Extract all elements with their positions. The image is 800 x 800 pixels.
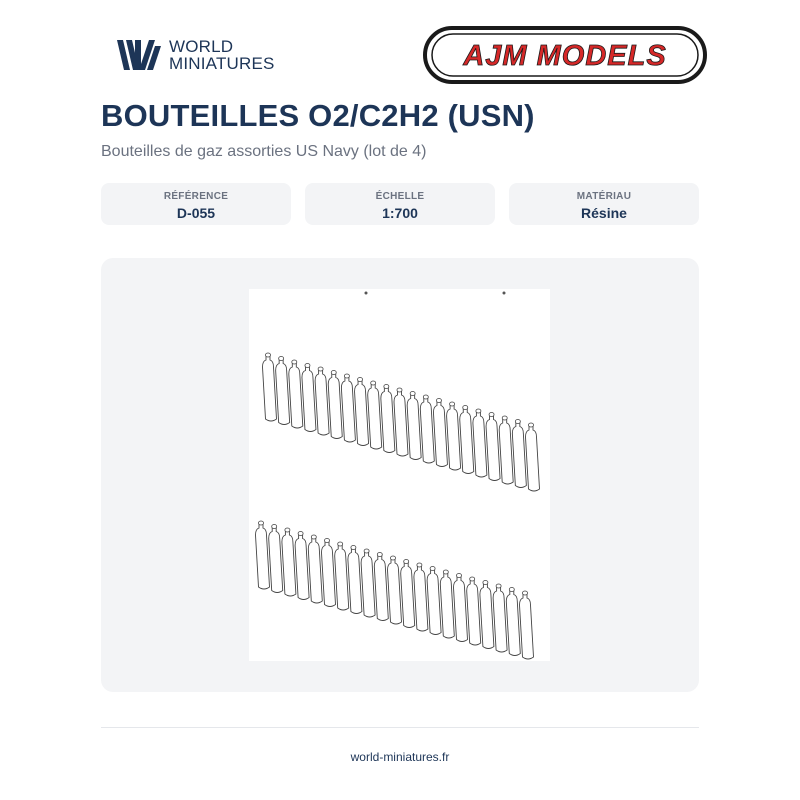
cylinder-valve bbox=[344, 374, 349, 378]
gas-cylinder bbox=[269, 528, 283, 593]
cylinder-valve bbox=[285, 528, 290, 532]
cylinder-valve bbox=[489, 413, 494, 417]
cylinder-valve bbox=[292, 360, 297, 364]
cylinder-valve bbox=[351, 546, 356, 550]
cylinder-valve bbox=[509, 588, 514, 592]
cylinder-valve bbox=[305, 364, 310, 368]
page-subtitle: Bouteilles de gaz assorties US Navy (lot de 4) bbox=[101, 143, 427, 160]
gas-cylinder bbox=[506, 591, 520, 656]
gas-cylinder bbox=[473, 412, 487, 477]
gas-cylinder bbox=[414, 566, 428, 631]
gas-cylinder bbox=[381, 388, 395, 453]
cylinder-valve bbox=[463, 406, 468, 410]
footer-divider bbox=[101, 727, 699, 728]
gas-cylinder bbox=[388, 559, 402, 624]
page-header bbox=[101, 26, 707, 86]
page-title: BOUTEILLES O2/C2H2 (USN) bbox=[101, 98, 535, 133]
cylinder-valve bbox=[450, 402, 455, 406]
cylinder-valve bbox=[377, 553, 382, 557]
gas-cylinder bbox=[263, 356, 277, 421]
cylinder-row bbox=[256, 521, 534, 659]
cylinder-row bbox=[263, 353, 540, 491]
cylinder-valve bbox=[476, 409, 481, 413]
cylinder-valve bbox=[272, 525, 277, 529]
cylinder-valve bbox=[410, 392, 415, 396]
spec-cards bbox=[101, 183, 699, 225]
cylinder-valve bbox=[384, 385, 389, 389]
gas-cylinder bbox=[454, 577, 468, 642]
gas-cylinder bbox=[315, 370, 329, 435]
gas-cylinder bbox=[440, 573, 454, 638]
brand-logo-line1: WORLD bbox=[169, 37, 234, 56]
gas-cylinder bbox=[512, 423, 526, 488]
cylinder-valve bbox=[436, 399, 441, 403]
cylinder-valve bbox=[371, 381, 376, 385]
spec-card-scale bbox=[305, 183, 495, 225]
cylinder-valve bbox=[311, 535, 316, 539]
gas-cylinder bbox=[289, 363, 303, 428]
spec-label: MATÉRIAU bbox=[576, 191, 632, 202]
gas-cylinder bbox=[348, 549, 362, 614]
cylinder-valve bbox=[502, 416, 507, 420]
spec-label: ÉCHELLE bbox=[375, 191, 425, 202]
world-miniatures-logo-icon bbox=[117, 38, 161, 72]
cylinder-valve bbox=[523, 591, 528, 595]
cylinder-valve bbox=[457, 574, 462, 578]
gas-cylinder bbox=[282, 531, 296, 596]
cylinder-valve bbox=[397, 388, 402, 392]
cylinder-valve bbox=[423, 395, 428, 399]
gas-cylinder bbox=[526, 426, 540, 491]
gas-cylinder bbox=[276, 360, 290, 425]
spec-value: 1:700 bbox=[382, 205, 418, 221]
gas-cylinders-illustration bbox=[249, 289, 550, 661]
cylinder-valve bbox=[259, 521, 264, 525]
gas-cylinder bbox=[256, 524, 270, 589]
gas-cylinder bbox=[401, 563, 415, 628]
gas-cylinder bbox=[493, 587, 507, 652]
gas-cylinder bbox=[328, 374, 342, 439]
cylinder-valve bbox=[298, 532, 303, 536]
spec-card-material bbox=[509, 183, 699, 225]
cylinder-valve bbox=[364, 549, 369, 553]
gas-cylinder bbox=[460, 409, 474, 474]
spec-label: RÉFÉRENCE bbox=[163, 191, 229, 202]
gas-cylinder bbox=[427, 570, 441, 635]
brand-logo-line2: MINIATURES bbox=[169, 54, 275, 73]
footer-link[interactable]: world-miniatures.fr bbox=[350, 750, 450, 764]
gas-cylinder bbox=[394, 391, 408, 456]
cylinder-valve bbox=[417, 563, 422, 567]
gas-cylinder bbox=[447, 405, 461, 470]
ajm-models-logo[interactable] bbox=[423, 26, 707, 84]
cylinder-valve bbox=[279, 357, 284, 361]
cylinder-valve bbox=[430, 567, 435, 571]
cylinder-valve bbox=[515, 420, 520, 424]
cylinder-valve bbox=[496, 584, 501, 588]
cylinder-valve bbox=[404, 560, 409, 564]
cylinder-valve bbox=[391, 556, 396, 560]
product-image-panel bbox=[101, 258, 699, 692]
gas-cylinder bbox=[486, 416, 500, 481]
gas-cylinder bbox=[374, 556, 388, 621]
cylinder-valve bbox=[318, 367, 323, 371]
spec-value: Résine bbox=[581, 205, 627, 221]
cylinder-valve bbox=[358, 378, 363, 382]
gas-cylinder bbox=[322, 542, 336, 607]
cylinder-valve bbox=[325, 539, 330, 543]
cylinder-valve bbox=[443, 570, 448, 574]
gas-cylinder bbox=[480, 584, 494, 649]
cylinder-valve bbox=[266, 353, 271, 357]
cylinder-valve bbox=[483, 581, 488, 585]
product-image[interactable] bbox=[249, 289, 550, 661]
gas-cylinder bbox=[302, 367, 316, 432]
gas-cylinder bbox=[295, 535, 309, 600]
gas-cylinder bbox=[361, 552, 375, 617]
gas-cylinder bbox=[308, 538, 322, 603]
world-miniatures-logo[interactable] bbox=[117, 38, 275, 72]
gas-cylinder bbox=[335, 545, 349, 610]
gas-cylinder bbox=[355, 381, 369, 446]
cylinder-valve bbox=[338, 542, 343, 546]
ajm-models-logo-text: AJM MODELS bbox=[463, 40, 667, 72]
cylinder-valve bbox=[331, 371, 336, 375]
gas-cylinder bbox=[407, 395, 421, 460]
spec-card-reference bbox=[101, 183, 291, 225]
gas-cylinder bbox=[341, 377, 355, 442]
gas-cylinder bbox=[467, 580, 481, 645]
gas-cylinder bbox=[368, 384, 382, 449]
gas-cylinder bbox=[499, 419, 513, 484]
spec-value: D-055 bbox=[176, 205, 216, 221]
cylinder-valve bbox=[470, 577, 475, 581]
cylinder-valve bbox=[529, 423, 534, 427]
gas-cylinder bbox=[420, 398, 434, 463]
gas-cylinder bbox=[433, 402, 447, 467]
gas-cylinder bbox=[520, 594, 534, 659]
